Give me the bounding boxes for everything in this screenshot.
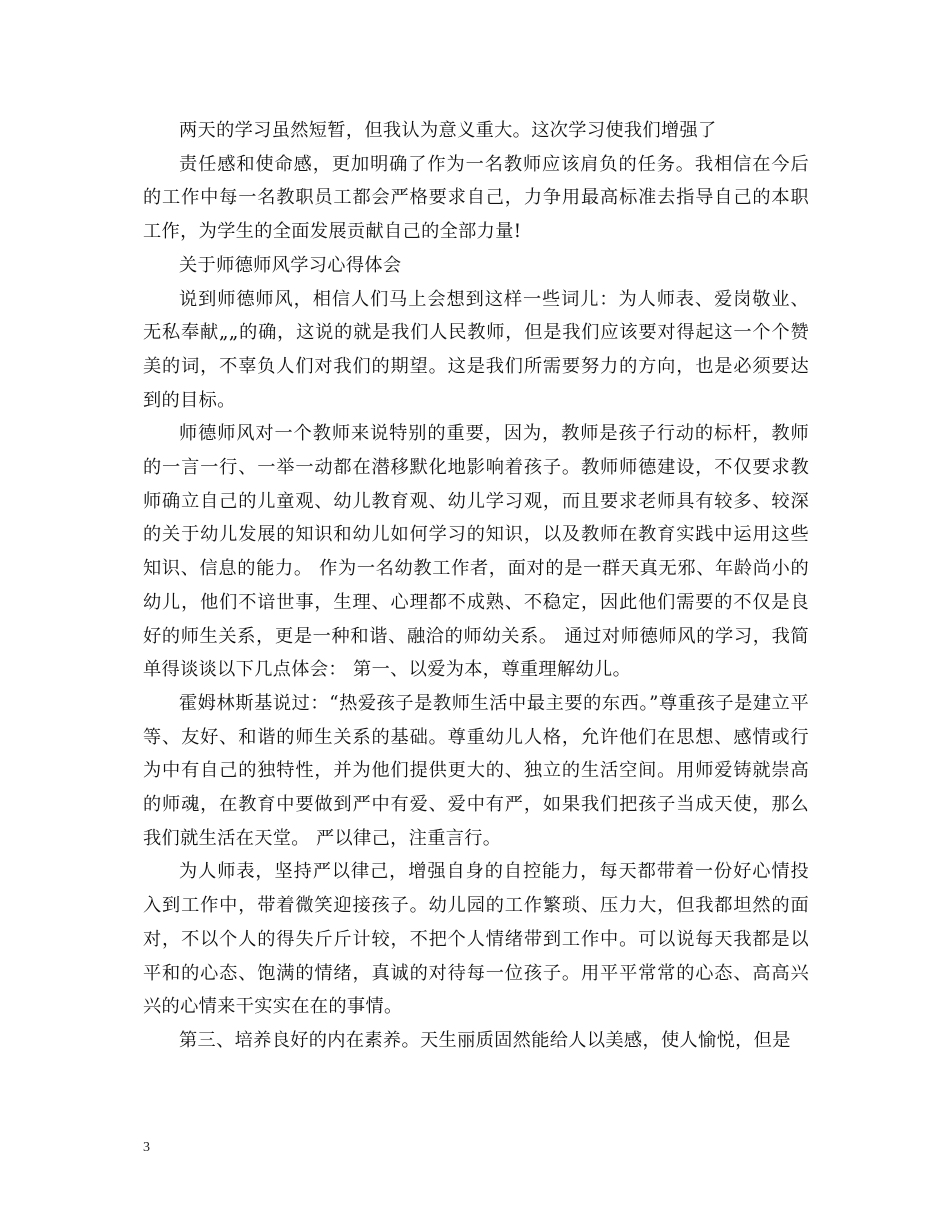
paragraph-study-significance: 两天的学习虽然短暂，但我认为意义重大。这次学习使我们增强了: [179, 120, 717, 141]
paragraph-teacher-ethics-intro: 说到师德师风，相信人们马上会想到这样一些词儿：为人师表、爱岗敬业、无私奉献„„的确，这说的就是我们人民教师，但是我们应该要对得起这一个个赞美的词，不辜负人们对我们的期望。这是我们所需要努力的方向，也是必须要达到的目标。: [143, 288, 809, 411]
paragraph-responsibility: 责任感和使命感，更加明确了作为一名教师应该肩负的任务。我相信在今后的工作中每一名教职员工都会严格要求自己，力争用最高标准去指导自己的本职工作，为学生的全面发展贡献自己的全部力量!: [143, 153, 809, 243]
paragraph-respect-children: 霍姆林斯基说过：“热爱孩子是教师生活中最主要的东西。”尊重孩子是建立平等、友好、和谐的师生关系的基础。尊重幼儿人格，允许他们在思想、感情或行为中有自己的独特性，并为他们提供更大的、独立的生活空间。用师爱铸就崇高的师魂，在教育中要做到严中有爱、爱中有严，如果我们把孩子当成天使，那么我们就生活在天堂。 严以律己，注重言行。: [143, 692, 809, 849]
page-number: 3: [143, 1140, 150, 1155]
section-heading: 关于师德师风学习心得体会: [179, 254, 402, 276]
document-body: [143, 114, 809, 1058]
paragraph-importance-of-ethics: 师德师风对一个教师来说特别的重要，因为，教师是孩子行动的标杆，教师的一言一行、一举一动都在潜移默化地影响着孩子。教师师德建设，不仅要求教师确立自己的儿童观、幼儿教育观、幼儿学习观，而且要求老师具有较多、较深的关于幼儿发展的知识和幼儿如何学习的知识，以及教师在教育实践中运用这些知识、信息的能力。 作为一名幼教工作者，面对的是一群天真无邪、年龄尚小的幼儿，他们不谙世事，生理、心理都不成熟、不稳定，因此他们需要的不仅是良好的师生关系，更是一种和谐、融洽的师幼关系。 通过对师德师风的学习，我简单得谈谈以下几点体会： 第一、以爱为本，尊重理解幼儿。: [143, 423, 809, 681]
paragraph-self-discipline: 为人师表，坚持严以律己，增强自身的自控能力，每天都带着一份好心情投入到工作中，带着微笑迎接孩子。幼儿园的工作繁琐、压力大，但我都坦然的面对，不以个人的得失斤斤计较，不把个人情绪带到工作中。可以说每天我都是以平和的心态、饱满的情绪，真诚的对待每一位孩子。用平平常常的心态、高高兴兴的心情来干实实在在的事情。: [143, 861, 809, 1018]
paragraph-inner-quality: 第三、培养良好的内在素养。天生丽质固然能给人以美感，使人愉悦，但是: [179, 1029, 791, 1051]
